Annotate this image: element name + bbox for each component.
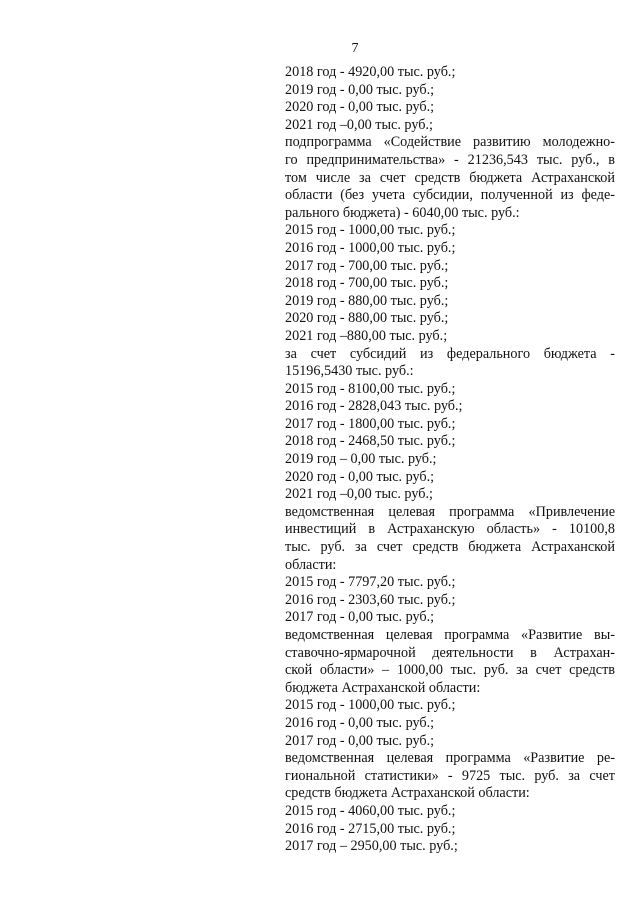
text-line: 2020 год - 880,00 тыс. руб.; <box>285 310 449 327</box>
text-line: 2016 год - 2828,043 тыс. руб.; <box>285 398 463 415</box>
page-number: 7 <box>351 41 359 56</box>
text-line: области (без учета субсидии, полученной из феде- <box>285 187 615 204</box>
text-line: 2016 год - 1000,00 тыс. руб.; <box>285 239 456 256</box>
text-line: 2021 год –0,00 тыс. руб.; <box>285 486 433 503</box>
text-line: 2018 год - 700,00 тыс. руб.; <box>285 275 449 292</box>
text-line: ведомственная целевая программа «Развитие вы- <box>285 627 615 643</box>
text-line: 2015 год - 4060,00 тыс. руб.; <box>285 802 456 819</box>
text-line: 2015 год - 1000,00 тыс. руб.; <box>285 222 456 239</box>
text-line: 2020 год - 0,00 тыс. руб.; <box>285 99 435 116</box>
text-line: 2021 год –880,00 тыс. руб.; <box>285 327 448 344</box>
text-line: ской области» – 1000,00 тыс. руб. за счет средств <box>285 662 615 679</box>
text-line: 2019 год – 0,00 тыс. руб.; <box>285 451 437 468</box>
text-line: 2017 год - 0,00 тыс. руб.; <box>285 732 435 749</box>
text-line: 2019 год - 0,00 тыс. руб.; <box>285 81 435 98</box>
text-line: 2016 год - 0,00 тыс. руб.; <box>285 714 435 731</box>
text-line: тыс. руб. за счет средств бюджета Астраханской <box>285 539 615 556</box>
text-line: 2019 год - 880,00 тыс. руб.; <box>285 292 449 309</box>
text-line: 2017 год - 0,00 тыс. руб.; <box>285 609 435 626</box>
text-line: 2018 год - 4920,00 тыс. руб.; <box>285 64 456 80</box>
text-line: 2015 год - 1000,00 тыс. руб.; <box>285 697 456 714</box>
text-line: 2017 год - 700,00 тыс. руб.; <box>285 257 449 274</box>
text-line: ставочно-ярмарочной деятельности в Астрахан- <box>285 644 615 661</box>
text-line: 2015 год - 7797,20 тыс. руб.; <box>285 574 456 591</box>
text-line: го предпринимательства» - 21236,543 тыс. руб., в <box>285 151 615 168</box>
text-line: 2016 год - 2715,00 тыс. руб.; <box>285 820 456 837</box>
text-line: за счет субсидий из федерального бюджета - <box>285 345 615 362</box>
text-line: средств бюджета Астраханской области: <box>285 785 530 802</box>
text-line: инвестиций в Астраханскую область» - 10100,8 <box>285 521 615 538</box>
text-line: области: <box>285 556 337 573</box>
text-line: 2021 год –0,00 тыс. руб.; <box>285 116 433 133</box>
text-line: подпрограмма «Содействие развитию молодежно- <box>285 134 615 151</box>
text-line: 2020 год - 0,00 тыс. руб.; <box>285 468 435 485</box>
text-line: гиональной статистики» - 9725 тыс. руб. за счет <box>285 767 615 784</box>
text-line: ведомственная целевая программа «Привлечение <box>285 503 615 520</box>
text-line: 2018 год - 2468,50 тыс. руб.; <box>285 433 456 450</box>
text-line: 2017 год – 2950,00 тыс. руб.; <box>285 838 458 855</box>
text-line: 2016 год - 2303,60 тыс. руб.; <box>285 591 456 608</box>
text-line: рального бюджета) - 6040,00 тыс. руб.: <box>285 204 520 221</box>
text-line: 2017 год - 1800,00 тыс. руб.; <box>285 415 456 432</box>
text-line: 15196,5430 тыс. руб.: <box>285 363 414 380</box>
text-line: 2015 год - 8100,00 тыс. руб.; <box>285 380 456 397</box>
text-body <box>285 64 615 856</box>
text-line: ведомственная целевая программа «Развитие ре- <box>285 750 615 767</box>
text-line: бюджета Астраханской области: <box>285 679 481 696</box>
text-line: том числе за счет средств бюджета Астраханской <box>285 169 615 186</box>
